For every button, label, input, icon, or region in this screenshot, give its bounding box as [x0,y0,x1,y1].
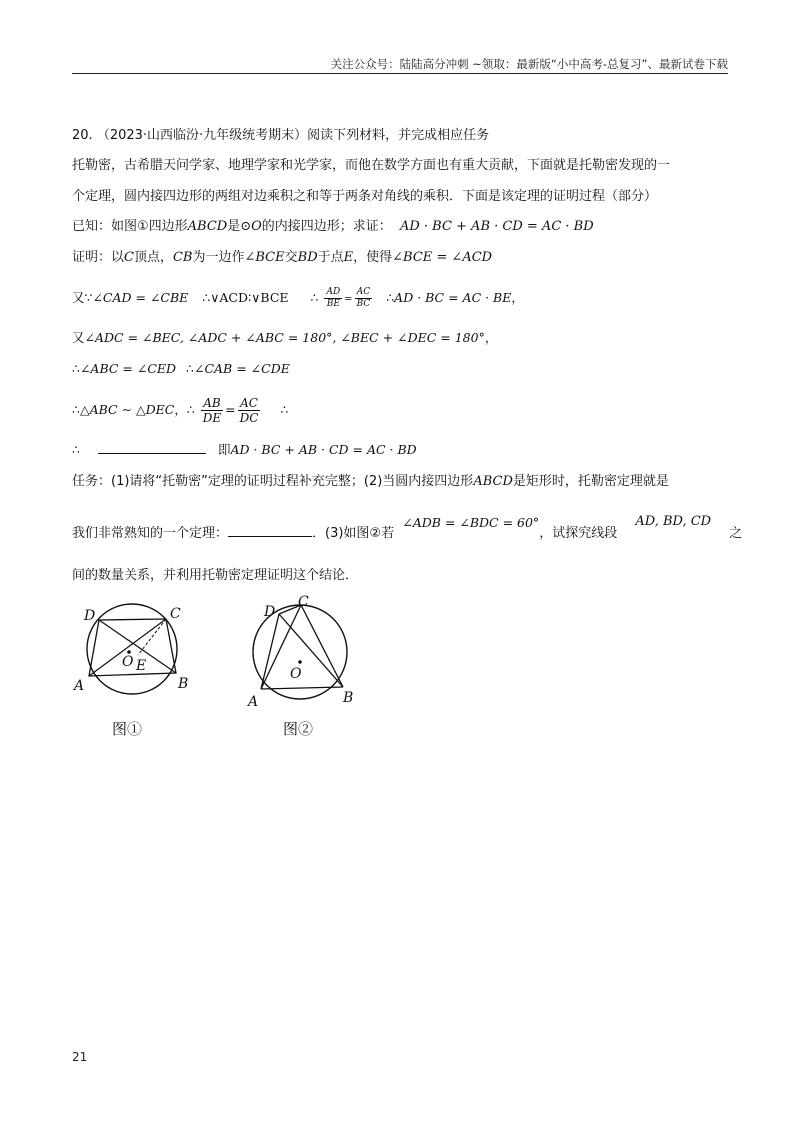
task-line-2 [72,514,743,543]
fig2-label-c: C [298,594,309,610]
fig1-circle [87,604,177,694]
s5-angle-eq-2: ∠CAB = ∠CDE [193,361,290,376]
proof-segment-bd: BD [297,250,318,265]
s6-therefore-2: ∴ [280,402,289,417]
given-text-b: 是 [227,219,241,234]
s3-frac1-num: AD [326,287,341,297]
s3-angle-eq: ∠CAD = ∠CBE [92,290,189,305]
page-number: 21 [72,1050,88,1064]
s4-angles: ∠ADC = ∠BEC, ∠ADC + ∠ABC = 180°, ∠BEC + ∠DEC = 180° [84,330,485,345]
task-line-1 [72,473,669,491]
fig1-label-e: E [136,658,147,674]
s6-equals: = [225,402,236,417]
s3-frac2-den: BC [356,299,371,309]
answer-blank-2[interactable] [228,536,312,537]
s4-comma: ， [484,330,498,345]
s6-fraction-ab-de [201,396,223,425]
given-text-a: 已知：如图①四边形 [72,219,188,234]
fig2-center-dot [298,660,302,664]
s3-product-eq: AD · BC = AC · BE [394,290,512,305]
figure-2-caption: 图② [283,720,314,738]
given-circle: ⊙O [240,219,262,234]
proof-text-g: ，使得 [353,250,393,265]
s3-fraction-ad-be [324,287,342,310]
s3-therefore: ∴ [310,290,319,305]
s3-similar: ∴∨ACD∶∨BCE [202,290,289,305]
s3-frac1-den: BE [326,299,340,309]
given-goal: AD · BC + AB · CD = AC · BD [399,219,594,234]
fig2-label-b: B [343,690,354,706]
fig2-label-o: O [290,666,302,682]
s3-comma: ， [511,290,524,305]
page-header: 关注公众号：陆陆高分冲刺 ~领取：最新版“小中高考-总复习”、最新试卷下载 [330,57,728,71]
task1-text-b: 是矩形时，托勒密定理就是 [512,474,669,489]
proof-text-d: 为一边作 [192,250,245,265]
fig1-label-d: D [84,608,96,624]
task2-text-c: ，试探究线段 [539,526,618,541]
task1-quad: ABCD [473,474,513,489]
fig1-label-o: O [122,654,134,670]
proof-text-e: 交 [284,250,298,265]
fig1-label-c: C [170,606,181,622]
s6-fraction-ac-dc [238,396,261,425]
s5-angle-eq-1: ∠ABC = ∠CED [79,361,177,376]
problem-source: （2023·山西临汾·九年级统考期末）阅读下列材料，并完成相应任务 [96,128,490,143]
s3-text-a: 又∵ [72,290,93,305]
s6-frac1-den: DE [202,411,222,425]
task1-text-a: 任务：(1)请将“托勒密”定理的证明过程补充完整；(2)当圆内接四边形 [72,474,474,489]
fig1-label-a: A [74,678,85,694]
proof-line-4 [72,360,290,378]
figure-1-caption: 图① [112,720,143,738]
figure-2-diagram [240,594,370,712]
fig2-label-a: A [248,694,259,710]
proof-angle-equality: ∠BCE = ∠ACD [392,250,493,265]
proof-text-f: 于点 [317,250,344,265]
s3-therefore-2: ∴ [386,290,395,305]
s6-text: ，∴ [174,402,195,417]
s4-text-a: 又 [72,330,85,345]
s3-frac2-num: AC [355,287,373,299]
s6-frac1-num: AB [201,396,223,411]
s7-therefore: ∴ [72,442,80,457]
given-text-c: 的内接四边形；求证： [261,219,392,234]
proof-segment-cb: CB [172,250,193,265]
figure-1-diagram [72,600,202,710]
s5-therefore-2: ∴ [186,361,194,376]
fig1-label-b: B [178,676,189,692]
s7-text: 即 [217,442,231,457]
proof-line-2 [72,287,524,310]
proof-point-c: C [124,250,134,265]
s6-frac2-num: AC [238,396,261,411]
header-rule [72,73,728,74]
intro-line-1: 托勒密，古希腊天问学家、地理学家和光学家，而他在数学方面也有重大贡献，下面就是托勒密发现的一 [72,158,671,173]
proof-text-b: 顶点， [133,250,173,265]
answer-blank-1[interactable] [98,453,206,454]
task2-text-d: 之 [729,526,743,541]
s3-equals: = [344,294,353,305]
task2-text-a: 我们非常熟知的一个定理： [72,526,229,541]
proof-line-6 [72,441,417,459]
intro-line-2: 个定理，圆内接四边形的两组对边乘积之和等于两条对角线的乘积．下面是该定理的证明过程（部分） [72,189,658,204]
proof-text-a: 证明：以 [72,250,125,265]
task2-text-b: ．(3)如图②若 [312,526,395,541]
proof-line-3 [72,329,497,347]
task2-angle-eq: ∠ADB = ∠BDC = 60° [402,515,540,530]
s7-conclusion: AD · BC + AB · CD = AC · BD [230,442,417,457]
task2-segments: AD, BD, CD [635,514,712,529]
problem-number: 20. [72,128,93,143]
given-line [72,218,594,236]
fig2-label-d: D [264,604,276,620]
s5-therefore: ∴ [72,361,80,376]
problem-title-line [72,127,489,145]
proof-line-5 [72,394,288,426]
fig2-segment-ad [261,614,279,689]
proof-point-e: E [343,250,354,265]
proof-line-1 [72,249,492,267]
s6-therefore: ∴ [72,402,80,417]
s6-frac2-den: DC [239,411,259,425]
s6-similar: △ABC ∼ △DEC [79,402,175,417]
task-line-3: 间的数量关系，并利用托勒密定理证明这个结论． [72,568,359,583]
s3-fraction-ac-bc [355,287,373,310]
given-quad: ABCD [187,219,228,234]
proof-angle-bce: ∠BCE [244,250,285,265]
